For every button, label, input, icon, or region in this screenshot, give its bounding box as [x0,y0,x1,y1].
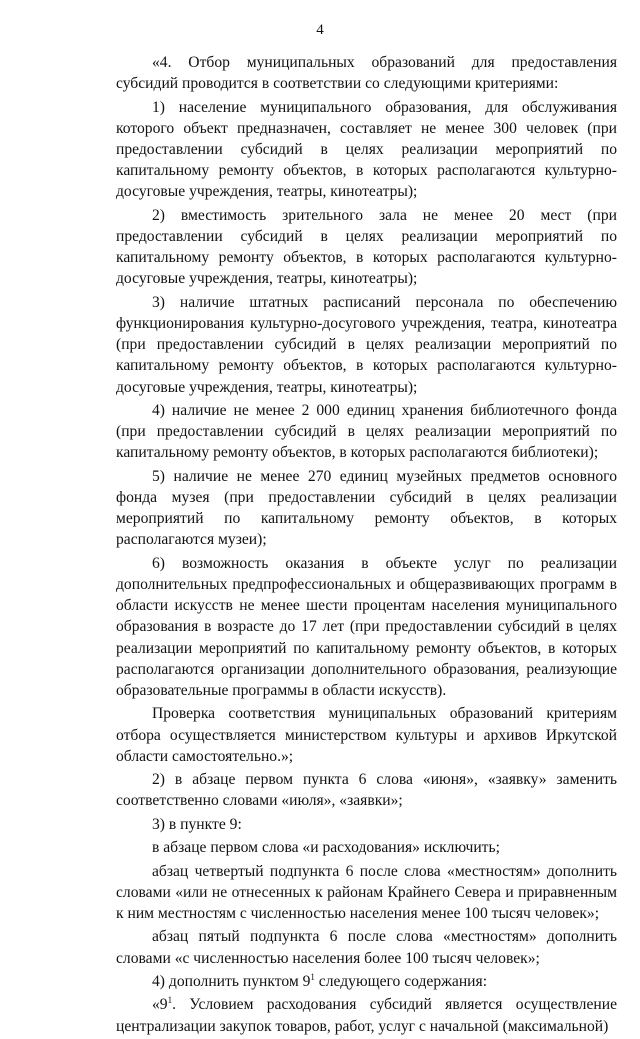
paragraph-criterion-3: 3) наличие штатных расписаний персонала по обеспечению функционирования культурно-досугового учреждения, театра, кинотеатра (при предоставлении субсидий в целях реализации мероприятий по капитальному ремонту объектов, в которых располагаются культурно-досуговые учреждения, театры, кинотеатры); [116,293,617,396]
paragraph-criterion-2: 2) вместимость зрительного зала не менее 20 мест (при предоставлении субсидий в целях реализации мероприятий по капитальному ремонту объектов, в которых располагаются культурно-досуговые учреждения, театры, кинотеатры); [116,206,617,288]
paragraph-amendment-2: 2) в абзаце первом пункта 6 слова «июня», «заявку» заменить соответственно словами «июля», «заявки»; [116,771,617,810]
paragraph-clause-9-1-after: . Условием расходования субсидий является осуществление централизации закупок товаров, работ, услуг с начальной (максимальной) [116,996,617,1035]
document-body [116,52,617,1039]
paragraph-clause-9-1 [116,994,617,1036]
paragraph-amendment-4-superscript: 1 [310,971,315,982]
paragraph-verification: Проверка соответствия муниципальных образований критериям отбора осуществляется министерством культуры и архивов Иркутской области самостоятельно.»; [116,705,617,765]
paragraph-amendment-3-fourth: абзац четвертый подпункта 6 после слова «местностям» дополнить словами «или не отнесенных к районам Крайнего Севера и приравненным к ним местностям с численностью населения менее 100 тысяч человек»; [116,862,617,922]
paragraph-clause-9-1-before: «9 [152,996,168,1014]
paragraph-selection-criteria-intro: «4. Отбор муниципальных образований для предоставления субсидий проводится в соответствии со следующими критериями: [116,54,617,93]
page-number: 4 [316,22,324,38]
paragraph-amendment-4-before: 4) дополнить пунктом 9 [152,972,311,990]
paragraph-amendment-4-after: следующего содержания: [314,972,488,990]
paragraph-amendment-4 [116,971,617,992]
paragraph-amendment-3-first: в абзаце первом слова «и расходования» исключить; [152,839,500,857]
paragraph-amendment-3: 3) в пункте 9: [152,815,242,833]
paragraph-criterion-4: 4) наличие не менее 2 000 единиц хранения библиотечного фонда (при предоставлении субсидий в целях реализации мероприятий по капитальному ремонту объектов, в которых располагаются библиотеки); [116,402,617,462]
paragraph-criterion-1: 1) население муниципального образования, для обслуживания которого объект предназначен, составляет не менее 300 человек (при предоставлении субсидий в целях реализации мероприятий по капитальному ремонту объектов, в которых располагаются культурно-досуговые учреждения, театры, кинотеатры); [116,98,617,201]
paragraph-amendment-3-fifth: абзац пятый подпункта 6 после слова «местностям» дополнить словами «с численностью населения более 100 тысяч человек»; [116,928,617,967]
paragraph-criterion-6: 6) возможность оказания в объекте услуг по реализации дополнительных предпрофессиональных и общеразвивающих программ в области искусств не менее шести процентам населения муниципального образования в возрасте до 17 лет (при предоставлении субсидий в целях реализации мероприятий по капитальному ремонту объектов, в которых располагаются организации дополнительного образования, реализующие образовательные программы в области искусств). [116,554,617,700]
paragraph-clause-9-1-superscript: 1 [167,995,173,1006]
paragraph-criterion-5: 5) наличие не менее 270 единиц музейных предметов основного фонда музея (при предоставлении субсидий в целях реализации мероприятий по капитальному ремонту объектов, в которых располагаются музеи); [116,467,617,549]
